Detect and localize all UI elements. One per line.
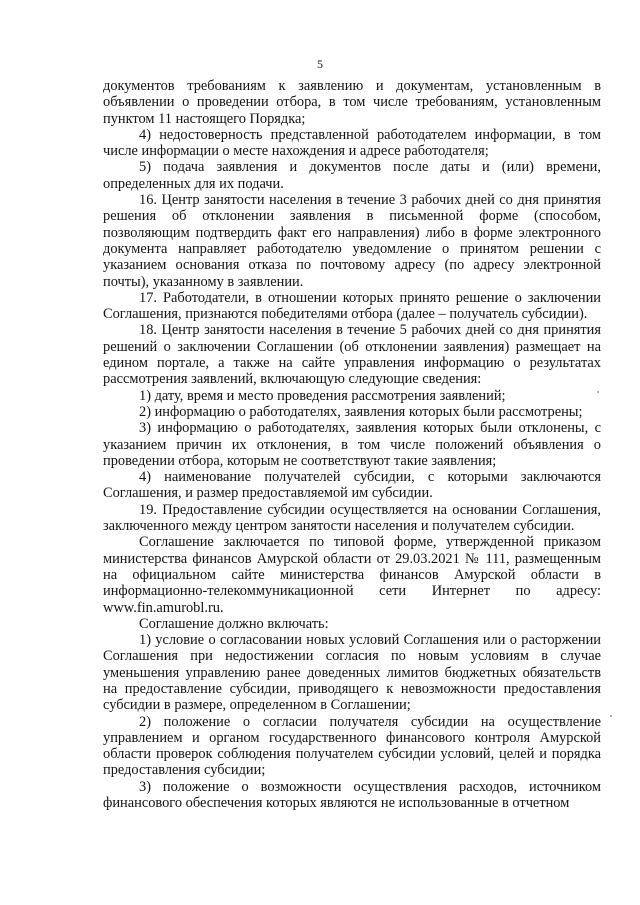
paragraph-agreement-form: Соглашение заключается по типовой форме, утвержденной приказом министерства финансов Амурской области от 29.03.2021 № 111, размещенным на официальном сайте министерства финансов Амурской области в информационно-телекоммуникационной сети Интернет по адресу: www.fin.amurobl.ru. <box>103 534 601 616</box>
paragraph-continuation: документов требованиям к заявлению и документам, установленным в объявлении о проведении отбора, в том числе требованиям, установленным пунктом 11 настоящего Порядка; <box>103 78 601 127</box>
paragraph-item-5: 5) подача заявления и документов после даты и (или) времени, определенных для их подачи. <box>103 159 601 192</box>
paragraph-includes-item-2: 2) положение о согласии получателя субсидии на осуществление управлением и органом государственного финансового контроля Амурской области проверок соблюдения получателем субсидии условий, целей и порядка предоставления субсидии; <box>103 713 601 779</box>
paragraph-includes-item-3: 3) положение о возможности осуществления расходов, источником финансового обеспечения которых являются не использованные в отчетном <box>103 778 601 812</box>
scan-speck <box>597 391 599 393</box>
paragraph-18-item-2: 2) информацию о работодателях, заявления которых были рассмотрены; <box>139 403 583 420</box>
paragraph-clause-17: 17. Работодатели, в отношении которых принято решение о заключении Соглашения, признаются победителями отбора (далее – получатель субсидии). <box>103 289 601 323</box>
paragraph-18-item-3: 3) информацию о работодателях, заявления которых были отклонены, с указанием причин их отклонения, в том числе положений объявления о проведении отбора, которым не соответствуют такие заявления; <box>103 420 601 469</box>
scan-speck <box>610 715 612 717</box>
paragraph-includes-item-1: 1) условие о согласовании новых условий Соглашения или о расторжении Соглашения при недостижении согласия по новым условиям в случае уменьшения управлению ранее доведенных лимитов бюджетных обязательств на предоставление субсидии, приводящего к невозможности предоставления субсидии в размере, определенном в Соглашении; <box>103 632 601 714</box>
paragraph-clause-16: 16. Центр занятости населения в течение 3 рабочих дней со дня принятия решения об отклонении заявления в письменной форме (способом, позволяющим подтвердить факт его направления) либо в форме электронного документа направляет работодателю уведомление о принятом решении с указанием основания отказа по почтовому адресу (по адресу электронной почты), указанному в заявлении. <box>103 192 601 290</box>
paragraph-clause-19: 19. Предоставление субсидии осуществляется на основании Соглашения, заключенного между центром занятости населения и получателем субсидии. <box>103 501 601 535</box>
paragraph-agreement-includes: Соглашение должно включать: <box>139 615 329 632</box>
page-number: 5 <box>317 57 323 71</box>
paragraph-clause-18: 18. Центр занятости населения в течение 5 рабочих дней со дня принятия решений о заключении Соглашении (об отклонении заявления) размещает на едином портале, а также на сайте управления информацию о результатах рассмотрения заявлений, включающую следующие сведения: <box>103 322 601 388</box>
paragraph-18-item-4: 4) наименование получателей субсидии, с которыми заключаются Соглашения, и размер предоставляемой им субсидии. <box>103 469 601 502</box>
document-body <box>103 78 601 811</box>
paragraph-item-4: 4) недостоверность представленной работодателем информации, в том числе информации о месте нахождения и адресе работодателя; <box>103 126 601 160</box>
paragraph-18-item-1: 1) дату, время и место проведения рассмотрения заявлений; <box>139 387 506 404</box>
